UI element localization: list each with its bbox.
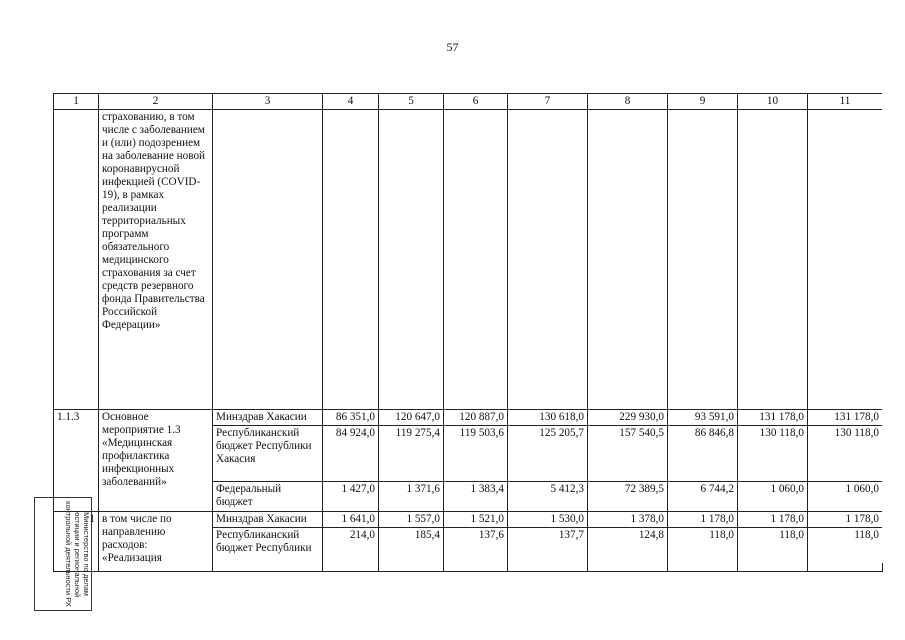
value-cell <box>508 110 588 410</box>
value-cell: 130 118,0 <box>808 426 883 482</box>
header-cell: 2 <box>99 94 213 110</box>
value-cell: 119 275,4 <box>379 426 444 482</box>
value-cell: 1 641,0 <box>323 512 379 528</box>
value-cell: 130 118,0 <box>738 426 808 482</box>
registration-stamp <box>34 497 92 611</box>
value-cell: 1 427,0 <box>323 482 379 512</box>
value-cell: 86 846,8 <box>668 426 738 482</box>
value-cell: 118,0 <box>808 528 883 572</box>
value-cell: 131 178,0 <box>808 410 883 426</box>
header-cell: 10 <box>738 94 808 110</box>
header-cell: 11 <box>808 94 883 110</box>
source-cell: Минздрав Хакасии <box>213 410 323 426</box>
header-cell: 3 <box>213 94 323 110</box>
value-cell: 1 178,0 <box>738 512 808 528</box>
value-cell: 1 383,4 <box>444 482 508 512</box>
value-cell: 130 618,0 <box>508 410 588 426</box>
value-cell <box>323 110 379 410</box>
value-cell: 118,0 <box>668 528 738 572</box>
value-cell: 1 378,0 <box>588 512 668 528</box>
value-cell: 131 178,0 <box>738 410 808 426</box>
stamp-text: Министерство по делам юстиции и региональной контрольной деятельности РХ <box>64 501 91 607</box>
number-cell <box>54 110 99 410</box>
name-cell: страхованию, в том числе с заболеванием и (или) подозрением на заболевание новой коронавирусной инфекцией (COVID-19), в рамках реализации территориальных программ обязательного медицинского страхования за счет средств резервного фонда Правительства Российской Федерации» <box>99 110 213 410</box>
value-cell: 1 371,6 <box>379 482 444 512</box>
value-cell: 1 060,0 <box>808 482 883 512</box>
value-cell: 1 557,0 <box>379 512 444 528</box>
header-cell: 7 <box>508 94 588 110</box>
value-cell: 229 930,0 <box>588 410 668 426</box>
value-cell: 185,4 <box>379 528 444 572</box>
source-cell: Минздрав Хакасии <box>213 512 323 528</box>
source-cell: Республиканский бюджет Республики Хакасия <box>213 426 323 482</box>
value-cell <box>588 110 668 410</box>
header-cell: 6 <box>444 94 508 110</box>
value-cell: 6 744,2 <box>668 482 738 512</box>
number-cell: 1.1.3 <box>54 410 99 512</box>
header-row <box>54 94 883 110</box>
value-cell: 214,0 <box>323 528 379 572</box>
header-cell: 4 <box>323 94 379 110</box>
value-cell: 84 924,0 <box>323 426 379 482</box>
value-cell: 137,7 <box>508 528 588 572</box>
source-cell: Федеральный бюджет <box>213 482 323 512</box>
header-cell: 8 <box>588 94 668 110</box>
value-cell: 157 540,5 <box>588 426 668 482</box>
value-cell <box>668 110 738 410</box>
source-cell: Республиканский бюджет Республики <box>213 528 323 572</box>
value-cell: 1 530,0 <box>508 512 588 528</box>
value-cell: 137,6 <box>444 528 508 572</box>
value-cell: 118,0 <box>738 528 808 572</box>
value-cell: 1 178,0 <box>668 512 738 528</box>
value-cell: 125 205,7 <box>508 426 588 482</box>
value-cell: 5 412,3 <box>508 482 588 512</box>
budget-table <box>53 93 883 572</box>
value-cell: 1 521,0 <box>444 512 508 528</box>
table-row <box>54 512 883 528</box>
value-cell <box>738 110 808 410</box>
page-edge-mask <box>882 93 905 563</box>
value-cell: 72 389,5 <box>588 482 668 512</box>
value-cell: 120 887,0 <box>444 410 508 426</box>
name-cell: Основное мероприятие 1.3 «Медицинская профилактика инфекционных заболеваний» <box>99 410 213 512</box>
value-cell: 86 351,0 <box>323 410 379 426</box>
header-cell: 5 <box>379 94 444 110</box>
table-row <box>54 110 883 410</box>
value-cell <box>444 110 508 410</box>
header-cell: 1 <box>54 94 99 110</box>
table-row <box>54 410 883 426</box>
name-cell: в том числе по направлению расходов: «Реализация <box>99 512 213 572</box>
number-cell: 1 <box>54 512 99 572</box>
value-cell: 120 647,0 <box>379 410 444 426</box>
value-cell: 1 178,0 <box>808 512 883 528</box>
value-cell: 124,8 <box>588 528 668 572</box>
page-number: 57 <box>446 40 459 54</box>
value-cell: 119 503,6 <box>444 426 508 482</box>
value-cell: 93 591,0 <box>668 410 738 426</box>
header-cell: 9 <box>668 94 738 110</box>
value-cell: 1 060,0 <box>738 482 808 512</box>
value-cell <box>379 110 444 410</box>
value-cell <box>808 110 883 410</box>
source-cell <box>213 110 323 410</box>
